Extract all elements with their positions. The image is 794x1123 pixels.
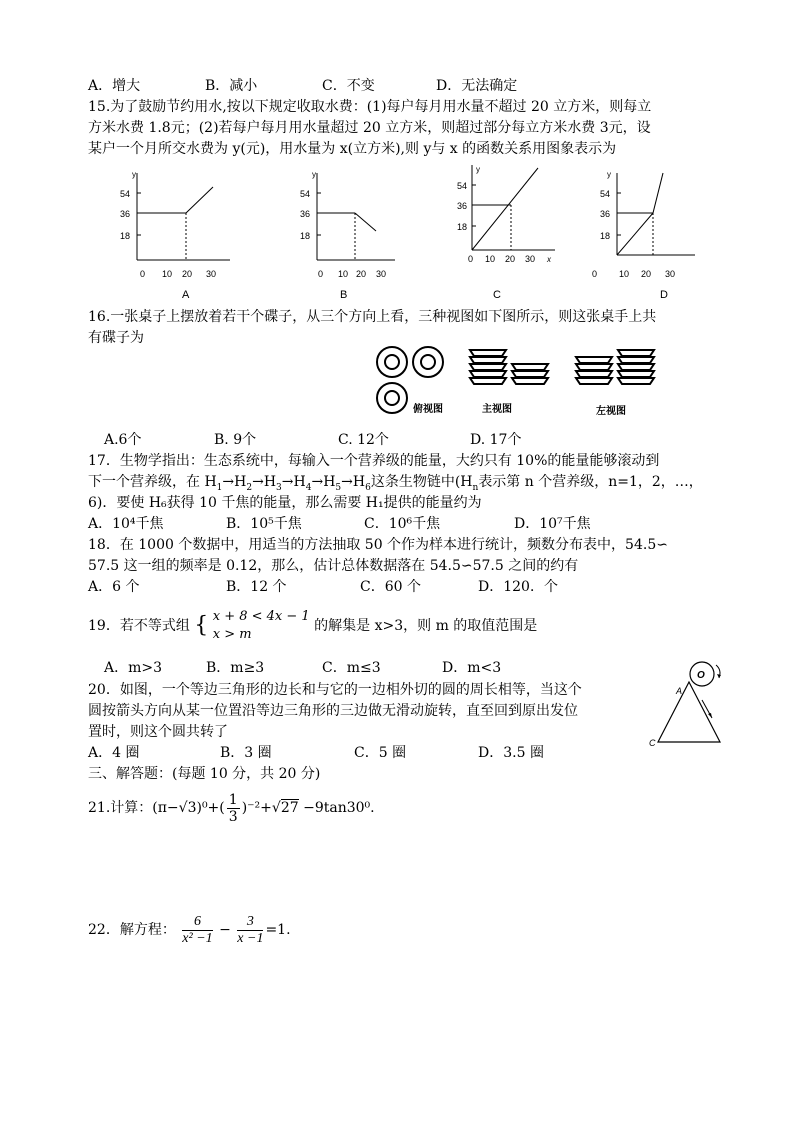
axis-y-label: y — [132, 170, 136, 179]
q21-expr-part1: (π−√3)⁰+( — [152, 800, 225, 816]
q19-option-c: C．m≤3 — [322, 660, 381, 676]
q19-option-b: B．m≥3 — [206, 660, 265, 676]
q16-option-a: A.6个 — [104, 432, 142, 448]
q18-option-c: C．60 个 — [360, 579, 421, 595]
q19-option-a: A．m>3 — [104, 660, 163, 676]
svg-text:36: 36 — [300, 209, 311, 219]
q18-option-d: D．120．个 — [478, 579, 558, 595]
svg-text:B: B — [340, 289, 348, 301]
q17-option-b: B．10⁵千焦 — [226, 516, 302, 532]
q14-option-b: B．减小 — [205, 78, 258, 94]
q17-option-c: C．10⁶千焦 — [364, 516, 441, 532]
q20-option-b: B．3 圈 — [220, 745, 272, 761]
q14-option-d: D．无法确定 — [436, 78, 518, 94]
svg-text:y: y — [607, 170, 611, 179]
q15-line2: 方米水费 1.8元；(2)若每户每月用水量超过 20 立方米，则超过部分每立方米水费 3元，设 — [88, 120, 651, 136]
svg-text:20: 20 — [641, 269, 652, 279]
svg-text:54: 54 — [457, 181, 468, 191]
svg-text:54: 54 — [120, 189, 131, 199]
q15-graph-a — [120, 165, 240, 305]
svg-text:x: x — [547, 255, 551, 264]
q18-option-b: B．12 个 — [226, 579, 287, 595]
svg-text:0: 0 — [318, 269, 324, 279]
svg-text:54: 54 — [300, 189, 311, 199]
svg-text:30: 30 — [376, 269, 387, 279]
svg-text:D: D — [660, 289, 668, 301]
svg-text:36: 36 — [457, 201, 468, 211]
svg-text:20: 20 — [505, 254, 516, 264]
section-3-heading: 三、解答题：(每题 10 分，共 20 分) — [88, 766, 321, 782]
svg-text:0: 0 — [140, 269, 146, 279]
q14-options — [88, 76, 517, 96]
svg-text:30: 30 — [206, 269, 217, 279]
q19-options — [104, 658, 501, 678]
svg-text:36: 36 — [600, 209, 611, 219]
left-view-stacks — [576, 350, 654, 384]
q19-ineq-1: x + 8 < 4x − 1 — [212, 609, 310, 624]
svg-text:18: 18 — [457, 222, 468, 232]
q19-line: 19．若不等式组 { x + 8 < 4x − 1 x > m 的解集是 x>3，则 m 的取值范围是 — [88, 609, 538, 642]
q16-views-figure — [370, 340, 660, 420]
svg-text:0: 0 — [592, 269, 598, 279]
svg-text:18: 18 — [300, 231, 311, 241]
q20-option-d: D．3.5 圈 — [478, 745, 544, 761]
q18-options — [88, 577, 558, 597]
svg-text:A: A — [676, 686, 683, 696]
view-label-top: 俯视图 — [413, 404, 443, 415]
svg-text:18: 18 — [120, 231, 131, 241]
q15-line1: 15.为了鼓励节约用水,按以下规定收取水费：(1)每户每月用水量不超过 20 立方米，则每立 — [88, 99, 652, 115]
q15-graph-c — [455, 160, 575, 305]
q20-option-c: C．5 圈 — [354, 745, 407, 761]
q17-line1: 17．生物学指出：生态系统中，每输入一个营养级的能量，大约只有 10%的能量能够滚动到 — [88, 453, 660, 469]
svg-text:0: 0 — [468, 254, 474, 264]
svg-text:10: 10 — [619, 269, 630, 279]
q17-option-a: A．10⁴千焦 — [88, 516, 164, 532]
q20-option-a: A．4 圈 — [88, 745, 140, 761]
q20-line3: 置时，则这个圆共转了 — [88, 724, 228, 740]
q17-line3: 6)．要使 H₆获得 10 千焦的能量，那么需要 H₁提供的能量约为 — [88, 495, 482, 511]
q16-options — [104, 430, 521, 450]
svg-text:C: C — [649, 738, 656, 748]
svg-text:18: 18 — [600, 231, 611, 241]
q19-option-d: D．m<3 — [442, 660, 502, 676]
svg-text:O: O — [697, 670, 705, 681]
q20-line2: 圆按箭头方向从某一位置沿等边三角形的三边做无滑动旋转，直至回到原出发位 — [88, 703, 578, 719]
q14-option-a: A．增大 — [88, 78, 141, 94]
q22-line: 22．解方程： $\frac{6}{\text{x² −1}}$ − $\frac{3}{x -1}$ =1. — [88, 913, 291, 946]
front-view-stacks — [470, 350, 548, 384]
q17-options — [88, 514, 591, 534]
q20-line1: 20．如图，一个等边三角形的边长和与它的一边相外切的圆的周长相等，当这个 — [88, 682, 582, 698]
svg-text:10: 10 — [338, 269, 349, 279]
q16-option-d: D. 17个 — [470, 432, 522, 448]
svg-text:20: 20 — [356, 269, 367, 279]
svg-text:54: 54 — [600, 189, 611, 199]
svg-text:y: y — [476, 165, 480, 174]
svg-text:20: 20 — [182, 269, 193, 279]
svg-text:30: 30 — [665, 269, 676, 279]
q20-triangle-figure — [646, 660, 731, 750]
svg-text:36: 36 — [120, 209, 131, 219]
q15-line3: 某户一个月所交水费为 y(元)，用水量为 x(立方米),则 y与 x 的函数关系用图象表示为 — [88, 141, 617, 157]
q21-line: 21.计算：(π−√3)⁰+( $\frac{1}{3}$ )⁻²+√27 −9tan30⁰. — [88, 791, 375, 825]
q15-graph-d — [590, 165, 710, 305]
svg-text:10: 10 — [162, 269, 173, 279]
q18-option-a: A．6 个 — [88, 579, 140, 595]
q17-line2: 下一个营养级，在 $H_1\to H_2\to H_3\to H_4\to H_5\to H_6$这条生物链中($H_n$表示第 n 个营养级，n=1，2，…， — [88, 474, 703, 493]
q14-option-c: C．不变 — [322, 78, 375, 94]
q19-ineq-2: x > m — [212, 627, 252, 642]
svg-text:y: y — [312, 170, 316, 179]
q16-line2: 有碟子为 — [88, 330, 144, 346]
q17-option-d: D．10⁷千焦 — [514, 516, 591, 532]
svg-text:10: 10 — [485, 254, 496, 264]
q16-option-b: B. 9个 — [214, 432, 257, 448]
svg-text:C: C — [493, 289, 501, 301]
q16-line1: 16.一张桌子上摆放着若干个碟子，从三个方向上看，三种视图如下图所示，则这张桌手上共 — [88, 309, 657, 325]
q15-graph-b — [280, 165, 400, 305]
q16-option-c: C. 12个 — [338, 432, 389, 448]
view-label-front: 主视图 — [482, 404, 512, 415]
q18-line2: 57.5 这一组的频率是 0.12，那么，估计总体数据落在 54.5∽57.5 之间的约有 — [88, 558, 579, 574]
view-label-left: 左视图 — [596, 406, 626, 417]
q18-line1: 18．在 1000 个数据中，用适当的方法抽取 50 个作为样本进行统计，频数分布表中，54.5∽ — [88, 537, 668, 553]
svg-text:30: 30 — [525, 254, 536, 264]
q20-options — [88, 743, 544, 763]
graph-label: A — [182, 289, 190, 301]
